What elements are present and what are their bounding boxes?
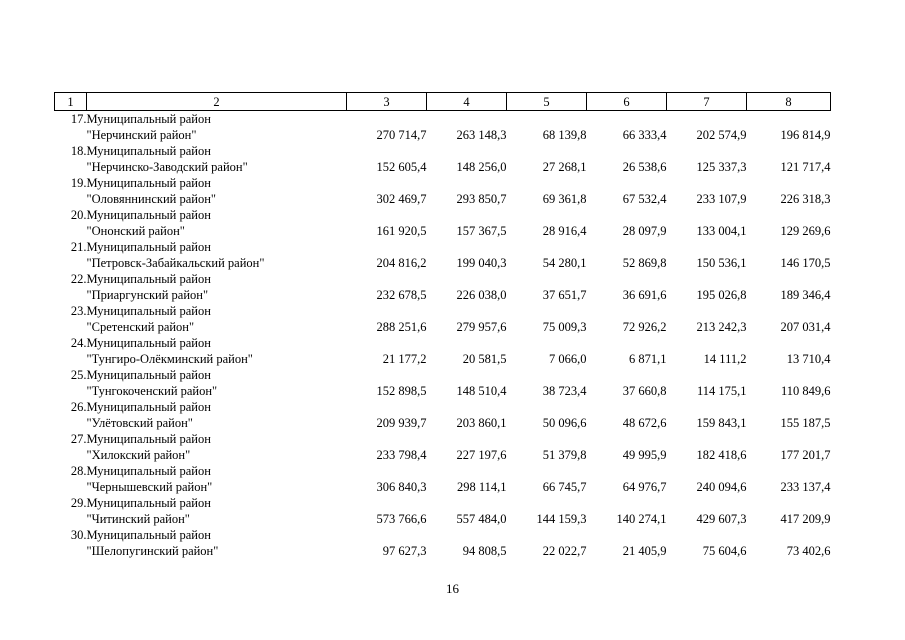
row-number: 22. <box>70 272 87 286</box>
value-col-6: 48 672,6 <box>622 416 667 430</box>
value-col-3: 209 939,7 <box>376 416 427 430</box>
value-col-8: 129 269,6 <box>780 224 831 238</box>
empty-cell <box>347 239 427 255</box>
value-col-7: 125 337,3 <box>696 160 747 174</box>
column-header-6: 6 <box>587 93 667 111</box>
value-col-3: 302 469,7 <box>376 192 427 206</box>
empty-cell <box>347 271 427 287</box>
row-number: 20. <box>70 208 87 222</box>
empty-cell <box>347 495 427 511</box>
empty-cell <box>747 527 831 543</box>
empty-cell <box>667 303 747 319</box>
table-row <box>55 255 831 271</box>
empty-cell <box>507 335 587 351</box>
empty-cell <box>507 175 587 191</box>
value-col-6: 6 871,1 <box>629 352 667 366</box>
value-col-7: 213 242,3 <box>696 320 747 334</box>
value-col-6: 28 097,9 <box>622 224 667 238</box>
empty-cell <box>587 207 667 223</box>
empty-cell <box>347 335 427 351</box>
column-header-8: 8 <box>747 93 831 111</box>
empty-cell <box>747 431 831 447</box>
value-col-4: 226 038,0 <box>456 288 507 302</box>
empty-cell <box>667 399 747 415</box>
empty-cell <box>747 495 831 511</box>
value-col-5: 37 651,7 <box>542 288 587 302</box>
empty-cell <box>507 239 587 255</box>
empty-cell <box>747 239 831 255</box>
column-header-7: 7 <box>667 93 747 111</box>
empty-cell <box>55 223 87 239</box>
table-row <box>55 495 831 511</box>
value-col-3: 152 605,4 <box>376 160 427 174</box>
column-header-3: 3 <box>347 93 427 111</box>
municipality-name: "Хилокский район" <box>86 448 191 462</box>
empty-cell <box>587 335 667 351</box>
empty-cell <box>55 255 87 271</box>
municipality-name: "Нерчинский район" <box>86 128 197 142</box>
value-col-8: 189 346,4 <box>780 288 831 302</box>
empty-cell <box>747 111 831 128</box>
empty-cell <box>55 127 87 143</box>
empty-cell <box>667 239 747 255</box>
value-col-6: 37 660,8 <box>622 384 667 398</box>
empty-cell <box>507 367 587 383</box>
table-row <box>55 143 831 159</box>
value-col-8: 146 170,5 <box>780 256 831 270</box>
municipality-name: "Чернышевский район" <box>86 480 213 494</box>
table-row <box>55 511 831 527</box>
value-col-6: 21 405,9 <box>622 544 667 558</box>
empty-cell <box>507 111 587 128</box>
table-row <box>55 287 831 303</box>
value-col-6: 140 274,1 <box>616 512 667 526</box>
table-row <box>55 367 831 383</box>
empty-cell <box>427 431 507 447</box>
empty-cell <box>55 415 87 431</box>
row-number: 30. <box>70 528 87 542</box>
value-col-7: 429 607,3 <box>696 512 747 526</box>
empty-cell <box>507 527 587 543</box>
row-number: 27. <box>70 432 87 446</box>
column-header-4: 4 <box>427 93 507 111</box>
empty-cell <box>507 495 587 511</box>
table-row <box>55 335 831 351</box>
table-row <box>55 351 831 367</box>
municipality-type: Муниципальный район <box>86 368 211 382</box>
value-col-4: 298 114,1 <box>456 480 507 494</box>
municipality-type: Муниципальный район <box>86 496 211 510</box>
empty-cell <box>587 431 667 447</box>
table-row <box>55 463 831 479</box>
empty-cell <box>55 383 87 399</box>
municipality-type: Муниципальный район <box>86 528 211 542</box>
value-col-5: 7 066,0 <box>549 352 587 366</box>
value-col-3: 21 177,2 <box>382 352 427 366</box>
municipality-name: "Тунгиро-Олёкминский район" <box>86 352 253 366</box>
value-col-8: 110 849,6 <box>780 384 831 398</box>
value-col-7: 159 843,1 <box>696 416 747 430</box>
empty-cell <box>347 175 427 191</box>
value-col-5: 27 268,1 <box>542 160 587 174</box>
empty-cell <box>55 159 87 175</box>
value-col-6: 66 333,4 <box>622 128 667 142</box>
row-number: 28. <box>70 464 87 478</box>
value-col-8: 73 402,6 <box>786 544 831 558</box>
empty-cell <box>667 207 747 223</box>
row-number: 26. <box>70 400 87 414</box>
value-col-4: 199 040,3 <box>456 256 507 270</box>
value-col-6: 72 926,2 <box>622 320 667 334</box>
empty-cell <box>667 143 747 159</box>
municipality-name: "Петровск-Забайкальский район" <box>86 256 265 270</box>
header-row <box>55 93 831 111</box>
value-col-5: 22 022,7 <box>542 544 587 558</box>
value-col-3: 270 714,7 <box>376 128 427 142</box>
municipality-name: "Нерчинско-Заводский район" <box>86 160 248 174</box>
value-col-6: 26 538,6 <box>622 160 667 174</box>
empty-cell <box>507 207 587 223</box>
value-col-3: 161 920,5 <box>376 224 427 238</box>
empty-cell <box>507 431 587 447</box>
empty-cell <box>427 495 507 511</box>
value-col-3: 573 766,6 <box>376 512 427 526</box>
value-col-5: 38 723,4 <box>542 384 587 398</box>
value-col-4: 203 860,1 <box>456 416 507 430</box>
table-row <box>55 447 831 463</box>
row-number: 19. <box>70 176 87 190</box>
empty-cell <box>347 111 427 128</box>
row-number: 18. <box>70 144 87 158</box>
table-row <box>55 111 831 128</box>
value-col-6: 52 869,8 <box>622 256 667 270</box>
municipality-name: "Сретенский район" <box>86 320 195 334</box>
empty-cell <box>55 479 87 495</box>
empty-cell <box>55 511 87 527</box>
table-row <box>55 431 831 447</box>
value-col-3: 232 678,5 <box>376 288 427 302</box>
value-col-7: 133 004,1 <box>696 224 747 238</box>
table-row <box>55 191 831 207</box>
value-col-7: 182 418,6 <box>696 448 747 462</box>
empty-cell <box>347 143 427 159</box>
empty-cell <box>587 527 667 543</box>
value-col-5: 69 361,8 <box>542 192 587 206</box>
municipality-name: "Ононский район" <box>86 224 185 238</box>
empty-cell <box>667 495 747 511</box>
value-col-8: 417 209,9 <box>780 512 831 526</box>
table-row <box>55 543 831 559</box>
empty-cell <box>747 175 831 191</box>
budget-table <box>54 92 831 559</box>
empty-cell <box>347 303 427 319</box>
value-col-3: 97 627,3 <box>382 544 427 558</box>
table-body <box>55 111 831 560</box>
empty-cell <box>507 271 587 287</box>
empty-cell <box>747 143 831 159</box>
value-col-4: 157 367,5 <box>456 224 507 238</box>
value-col-4: 148 510,4 <box>456 384 507 398</box>
value-col-5: 68 139,8 <box>542 128 587 142</box>
empty-cell <box>427 239 507 255</box>
empty-cell <box>427 143 507 159</box>
empty-cell <box>427 303 507 319</box>
municipality-name: "Улётовский район" <box>86 416 193 430</box>
empty-cell <box>427 175 507 191</box>
table-row <box>55 415 831 431</box>
value-col-4: 148 256,0 <box>456 160 507 174</box>
value-col-6: 36 691,6 <box>622 288 667 302</box>
value-col-3: 152 898,5 <box>376 384 427 398</box>
value-col-5: 144 159,3 <box>536 512 587 526</box>
empty-cell <box>747 463 831 479</box>
empty-cell <box>667 463 747 479</box>
empty-cell <box>747 207 831 223</box>
value-col-4: 94 808,5 <box>462 544 507 558</box>
municipality-type: Муниципальный район <box>86 208 211 222</box>
municipality-name: "Шелопугинский район" <box>86 544 219 558</box>
empty-cell <box>667 335 747 351</box>
empty-cell <box>427 367 507 383</box>
municipality-type: Муниципальный район <box>86 304 211 318</box>
empty-cell <box>507 399 587 415</box>
municipality-type: Муниципальный район <box>86 240 211 254</box>
value-col-5: 50 096,6 <box>542 416 587 430</box>
table-row <box>55 399 831 415</box>
municipality-name: "Читинский район" <box>86 512 190 526</box>
page-number: 16 <box>446 581 459 596</box>
empty-cell <box>427 207 507 223</box>
value-col-7: 150 536,1 <box>696 256 747 270</box>
empty-cell <box>747 303 831 319</box>
empty-cell <box>587 399 667 415</box>
value-col-3: 288 251,6 <box>376 320 427 334</box>
empty-cell <box>427 527 507 543</box>
column-header-2: 2 <box>87 93 347 111</box>
row-number: 21. <box>70 240 87 254</box>
column-header-5: 5 <box>507 93 587 111</box>
empty-cell <box>427 399 507 415</box>
empty-cell <box>747 367 831 383</box>
value-col-8: 155 187,5 <box>780 416 831 430</box>
value-col-3: 204 816,2 <box>376 256 427 270</box>
empty-cell <box>55 447 87 463</box>
empty-cell <box>55 543 87 559</box>
value-col-6: 49 995,9 <box>622 448 667 462</box>
value-col-3: 233 798,4 <box>376 448 427 462</box>
empty-cell <box>747 335 831 351</box>
row-number: 29. <box>70 496 87 510</box>
empty-cell <box>667 175 747 191</box>
table-row <box>55 319 831 335</box>
value-col-5: 54 280,1 <box>542 256 587 270</box>
row-number: 25. <box>70 368 87 382</box>
empty-cell <box>507 463 587 479</box>
municipality-type: Муниципальный район <box>86 400 211 414</box>
municipality-name: "Приаргунский район" <box>86 288 209 302</box>
table-row <box>55 527 831 543</box>
value-col-8: 196 814,9 <box>780 128 831 142</box>
municipality-name: "Оловяннинский район" <box>86 192 217 206</box>
value-col-5: 75 009,3 <box>542 320 587 334</box>
value-col-4: 279 957,6 <box>456 320 507 334</box>
value-col-7: 195 026,8 <box>696 288 747 302</box>
value-col-7: 14 111,2 <box>703 352 747 366</box>
row-number: 17. <box>70 112 87 126</box>
value-col-7: 233 107,9 <box>696 192 747 206</box>
value-col-8: 226 318,3 <box>780 192 831 206</box>
value-col-5: 66 745,7 <box>542 480 587 494</box>
empty-cell <box>587 303 667 319</box>
empty-cell <box>55 351 87 367</box>
value-col-4: 20 581,5 <box>462 352 507 366</box>
value-col-7: 75 604,6 <box>702 544 747 558</box>
municipality-name: "Тунгокоченский район" <box>86 384 218 398</box>
empty-cell <box>347 367 427 383</box>
value-col-8: 207 031,4 <box>780 320 831 334</box>
empty-cell <box>667 527 747 543</box>
empty-cell <box>427 271 507 287</box>
value-col-7: 202 574,9 <box>696 128 747 142</box>
value-col-3: 306 840,3 <box>376 480 427 494</box>
empty-cell <box>347 399 427 415</box>
value-col-4: 293 850,7 <box>456 192 507 206</box>
empty-cell <box>507 143 587 159</box>
row-number: 23. <box>70 304 87 318</box>
value-col-7: 114 175,1 <box>696 384 747 398</box>
municipality-type: Муниципальный район <box>86 272 211 286</box>
empty-cell <box>587 367 667 383</box>
table-row <box>55 207 831 223</box>
table-row <box>55 127 831 143</box>
empty-cell <box>587 143 667 159</box>
table-row <box>55 479 831 495</box>
value-col-8: 233 137,4 <box>780 480 831 494</box>
empty-cell <box>667 111 747 128</box>
value-col-7: 240 094,6 <box>696 480 747 494</box>
value-col-8: 13 710,4 <box>786 352 831 366</box>
value-col-5: 28 916,4 <box>542 224 587 238</box>
empty-cell <box>747 271 831 287</box>
table-row <box>55 223 831 239</box>
empty-cell <box>667 367 747 383</box>
empty-cell <box>587 111 667 128</box>
value-col-4: 557 484,0 <box>456 512 507 526</box>
empty-cell <box>427 111 507 128</box>
table-row <box>55 175 831 191</box>
empty-cell <box>347 207 427 223</box>
municipality-type: Муниципальный район <box>86 432 211 446</box>
value-col-6: 67 532,4 <box>622 192 667 206</box>
empty-cell <box>587 175 667 191</box>
empty-cell <box>667 271 747 287</box>
empty-cell <box>347 527 427 543</box>
municipality-type: Муниципальный район <box>86 464 211 478</box>
column-header-1: 1 <box>55 93 87 111</box>
empty-cell <box>427 335 507 351</box>
value-col-8: 121 717,4 <box>780 160 831 174</box>
empty-cell <box>427 463 507 479</box>
empty-cell <box>587 239 667 255</box>
empty-cell <box>347 463 427 479</box>
table-row <box>55 271 831 287</box>
table-row <box>55 303 831 319</box>
empty-cell <box>55 191 87 207</box>
row-number: 24. <box>70 336 87 350</box>
empty-cell <box>747 399 831 415</box>
municipality-type: Муниципальный район <box>86 144 211 158</box>
value-col-6: 64 976,7 <box>622 480 667 494</box>
empty-cell <box>667 431 747 447</box>
value-col-4: 227 197,6 <box>456 448 507 462</box>
table-row <box>55 239 831 255</box>
empty-cell <box>55 287 87 303</box>
table-row <box>55 159 831 175</box>
empty-cell <box>587 463 667 479</box>
empty-cell <box>347 431 427 447</box>
municipality-type: Муниципальный район <box>86 336 211 350</box>
municipality-type: Муниципальный район <box>86 112 211 126</box>
empty-cell <box>55 319 87 335</box>
municipality-type: Муниципальный район <box>86 176 211 190</box>
value-col-4: 263 148,3 <box>456 128 507 142</box>
empty-cell <box>507 303 587 319</box>
value-col-8: 177 201,7 <box>780 448 831 462</box>
empty-cell <box>587 271 667 287</box>
table-row <box>55 383 831 399</box>
empty-cell <box>587 495 667 511</box>
value-col-5: 51 379,8 <box>542 448 587 462</box>
